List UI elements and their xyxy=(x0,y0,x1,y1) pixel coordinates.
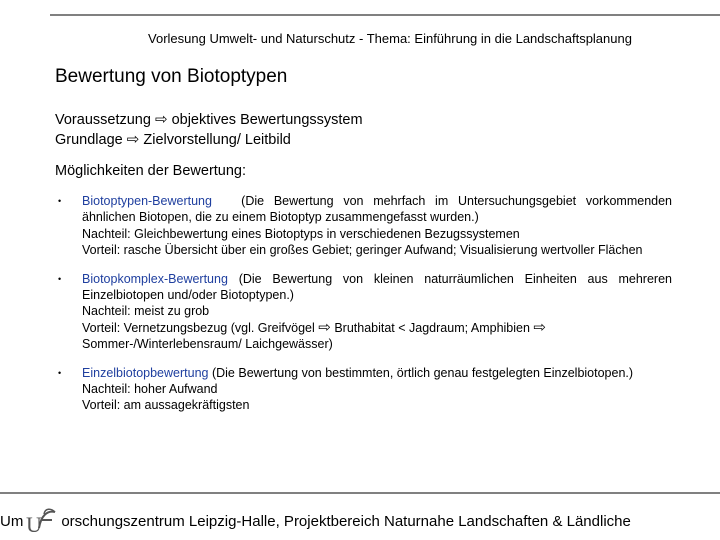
bullet-definition: (Die Bewertung von kleinen naturräumlichen Einheiten aus mehreren Einzelbiotopen und/oder Biotoptypen.) xyxy=(82,271,672,303)
list-item xyxy=(58,365,672,414)
bullet-dot-icon: • xyxy=(58,367,62,378)
intro-block xyxy=(55,110,363,150)
lecture-header: Vorlesung Umwelt- und Naturschutz - Thema: Einführung in die Landschaftsplanung xyxy=(148,31,632,46)
svg-text:U: U xyxy=(26,512,43,536)
intro-label-grundlage: Grundlage xyxy=(55,132,123,148)
subheading: Möglichkeiten der Bewertung: xyxy=(55,163,247,179)
list-item xyxy=(58,193,672,259)
intro-value-bewertungssystem: objektives Bewertungssystem xyxy=(171,112,363,128)
footer-prefix: Um xyxy=(0,513,24,530)
bullet-definition: (Die Bewertung von bestimmten, örtlich genau festgelegten Einzelbiotopen.) xyxy=(211,365,634,380)
bullet-vorteil: Vorteil: am aussagekräftigsten xyxy=(82,398,250,413)
bullet-dot-icon: • xyxy=(58,273,62,284)
arrow-right-icon: ⇨ xyxy=(126,131,140,148)
list-item xyxy=(58,271,672,353)
vorteil-part-3: Sommer-/Winterlebensraum/ Laichgewässer) xyxy=(82,337,333,352)
bullet-description xyxy=(82,193,672,226)
ufz-logo-icon xyxy=(25,506,61,536)
bullet-nachteil: Nachteil: meist zu grob xyxy=(82,304,210,319)
bullet-list xyxy=(58,193,672,426)
bullet-vorteil xyxy=(82,320,672,353)
arrow-right-icon: ⇨ xyxy=(318,318,331,336)
arrow-right-icon: ⇨ xyxy=(533,318,546,336)
bullet-term: Biotoptypen-Bewertung xyxy=(82,194,212,208)
footer xyxy=(0,506,631,536)
vorteil-part-2: Bruthabitat < Jagdraum; Amphibien xyxy=(334,320,530,335)
bullet-description xyxy=(82,271,672,304)
footer-text: orschungszentrum Leipzig-Halle, Projektbereich Naturnahe Landschaften & Ländliche xyxy=(61,513,631,530)
bullet-nachteil: Nachteil: Gleichbewertung eines Biotoptyps in verschiedenen Bezugssystemen xyxy=(82,226,520,241)
bullet-description xyxy=(82,365,672,381)
intro-line-1 xyxy=(55,110,363,130)
bullet-nachteil: Nachteil: hoher Aufwand xyxy=(82,382,218,397)
bullet-dot-icon: • xyxy=(58,196,62,206)
slide-title: Bewertung von Biotoptypen xyxy=(55,66,288,87)
intro-line-2 xyxy=(55,130,363,150)
arrow-right-icon: ⇨ xyxy=(154,111,168,128)
bullet-definition: (Die Bewertung von mehrfach im Untersuchungsgebiet vorkommenden ähnlichen Biotopen, die zu einem Biotoptyp zusammengefasst wurden.) xyxy=(82,194,673,225)
bullet-vorteil: Vorteil: rasche Übersicht über ein großes Gebiet; geringer Aufwand; Visualisierung wertvoller Flächen xyxy=(82,243,643,258)
header-divider xyxy=(50,14,720,16)
bullet-term: Einzelbiotopbewertung xyxy=(82,365,209,380)
footer-divider xyxy=(0,492,720,494)
vorteil-part-1: Vorteil: Vernetzungsbezug (vgl. Greifvögel xyxy=(82,320,315,335)
bullet-term: Biotopkomplex-Bewertung xyxy=(82,271,228,286)
intro-label-voraussetzung: Voraussetzung xyxy=(55,112,151,128)
intro-value-leitbild: Zielvorstellung/ Leitbild xyxy=(143,132,291,148)
